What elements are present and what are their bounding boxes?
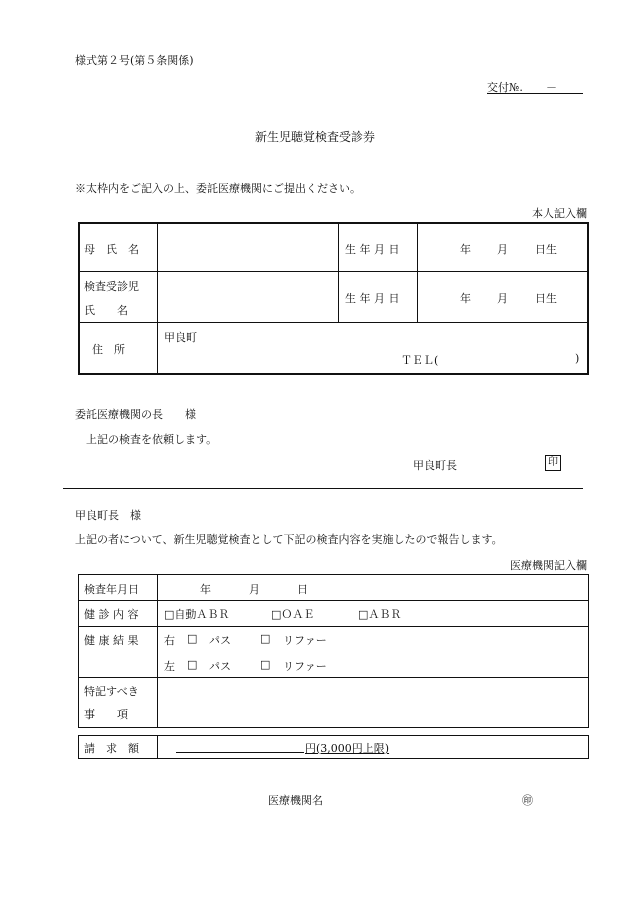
right-refer-checkbox[interactable]: □ xyxy=(260,632,271,645)
mother-name-field[interactable] xyxy=(158,224,337,270)
left-pass-checkbox[interactable]: □ xyxy=(187,658,198,671)
mayor-label: 甲良町長 xyxy=(413,459,457,472)
child-dob-year: 年 xyxy=(460,292,471,305)
method-label: 健 診 内 容 xyxy=(84,608,139,621)
issue-number-underline xyxy=(487,93,583,94)
clinic-entry-label: 医療機関記入欄 xyxy=(510,559,587,572)
form-number: 様式第２号(第５条関係) xyxy=(75,54,194,67)
document-title: 新生児聴覚検査受診券 xyxy=(254,130,375,144)
fee-label: 請 求 額 xyxy=(84,742,139,755)
fee-col-divider xyxy=(157,735,158,759)
child-dob-month: 月 xyxy=(497,292,508,305)
notes-label-1: 特記すべき xyxy=(84,685,139,698)
address-town: 甲良町 xyxy=(164,331,197,344)
row-divider-2 xyxy=(79,322,588,323)
result-label: 健 康 結 果 xyxy=(84,634,139,647)
fee-cap-text: 円(3,000円上限) xyxy=(305,742,390,755)
col-divider-dob-value xyxy=(417,223,418,323)
right-pass-label: パス xyxy=(209,634,231,647)
col-divider-dob-label xyxy=(338,223,339,323)
method-option-auto-abr[interactable]: □自動ＡＢＲ xyxy=(164,608,230,621)
notes-label-2: 事 項 xyxy=(84,708,128,721)
right-refer-label: リファー xyxy=(283,634,327,647)
child-name-field[interactable] xyxy=(158,272,337,321)
issue-number-dash: － xyxy=(546,81,557,94)
report-recipient: 甲良町長 様 xyxy=(75,509,141,522)
instruction-text: ※太枠内をご記入の上、委託医療機関にご提出ください。 xyxy=(75,182,361,195)
left-pass-label: パス xyxy=(209,660,231,673)
mother-dob-label: 生 年 月 日 xyxy=(345,243,400,256)
left-refer-label: リファー xyxy=(283,660,327,673)
left-refer-checkbox[interactable]: □ xyxy=(260,658,271,671)
child-dob-label: 生 年 月 日 xyxy=(345,292,400,305)
institution-seal: ㊞ xyxy=(522,794,533,807)
method-option-abr[interactable]: □ＡＢＲ xyxy=(358,608,402,621)
mother-dob-day: 日生 xyxy=(535,243,557,256)
exam-date-day: 日 xyxy=(297,583,308,596)
mother-dob-month: 月 xyxy=(497,243,508,256)
lower-row-divider-1 xyxy=(78,600,589,601)
address-label: 住 所 xyxy=(92,343,125,356)
tel-label: ＴＥＬ( xyxy=(401,354,439,367)
tel-close: ) xyxy=(575,352,580,365)
exam-date-month: 月 xyxy=(249,583,260,596)
institution-label: 医療機関名 xyxy=(268,794,323,807)
mother-dob-year: 年 xyxy=(460,243,471,256)
section-divider xyxy=(63,488,583,489)
exam-date-label: 検査年月日 xyxy=(84,583,139,596)
right-ear-label: 右 xyxy=(164,634,175,647)
request-text: 上記の検査を依頼します。 xyxy=(86,433,218,446)
self-entry-label: 本人記入欄 xyxy=(532,207,587,220)
exam-date-year: 年 xyxy=(200,583,211,596)
seal-mark: 印 xyxy=(545,455,561,471)
fee-amount-line[interactable] xyxy=(176,752,304,753)
mother-name-label: 母 氏 名 xyxy=(84,243,139,256)
child-name-label-1: 検査受診児 xyxy=(84,280,139,293)
left-ear-label: 左 xyxy=(164,660,175,673)
child-name-label-2: 氏 名 xyxy=(84,304,128,317)
method-option-oae[interactable]: □ＯＡＥ xyxy=(271,608,315,621)
lower-row-divider-2 xyxy=(78,626,589,627)
right-pass-checkbox[interactable]: □ xyxy=(187,632,198,645)
request-recipient: 委託医療機関の長 様 xyxy=(75,408,196,421)
issue-number-label: 交付№. xyxy=(487,81,523,94)
report-text: 上記の者について、新生児聴覚検査として下記の検査内容を実施したので報告します。 xyxy=(75,533,503,546)
child-dob-day: 日生 xyxy=(535,292,557,305)
notes-field[interactable] xyxy=(158,678,588,727)
